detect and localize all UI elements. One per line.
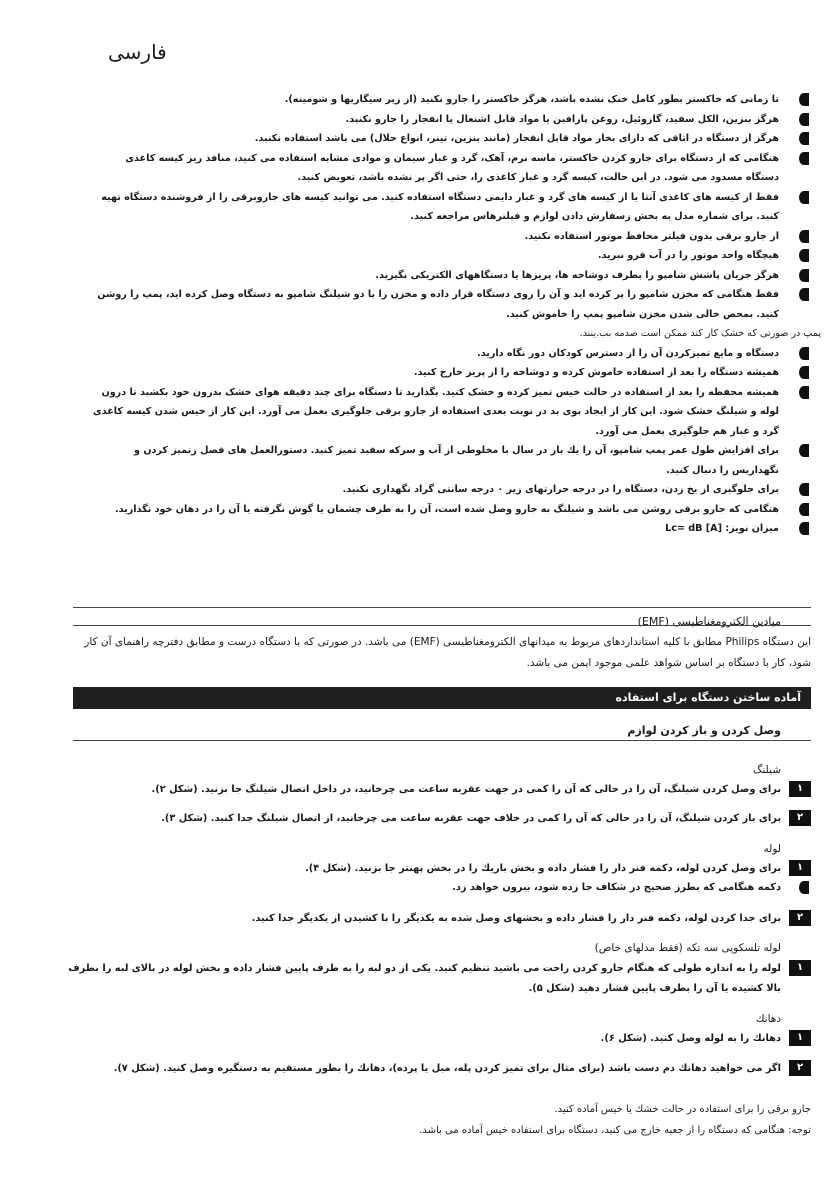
step-text: برای جدا کردن لوله، دکمه فنر دار را فشار داده و بخشهای وصل شده به یکدیگر را با کشیدن از یکدیگر جدا کنید. [251,913,781,924]
tube-bullet [51,878,811,898]
step-number: ۲ [789,1060,811,1076]
warning-text: هیچگاه واحد موتور را در آب فرو نبرید. [597,250,779,261]
step-text: برای وصل کردن شیلنگ، آن را در حالی که آن را کمی در جهت عقربه ساعت می چرخانید، در داخل اتصال شیلنگ جا بزنید. (شکل ۲). [151,784,781,795]
bullet-icon [799,191,809,204]
divider [73,607,811,608]
bullet-icon [799,444,809,457]
bullet-icon [799,347,809,360]
hose-step-1 [51,780,811,800]
tube-step-1 [51,859,811,879]
bullet-icon [799,93,809,106]
warning-text: فقط هنگامی که مخزن شامپو را پر کرده اید و آن را روی دستگاه قرار داده و مخزن را با دو شیلنگ شامپو به دستگاه وصل کرده اید، پمپ را روشن کنید. بمحض خالی شدن مخزن شامپو پمپ را خاموش کنید. [97,289,779,320]
warning-text: همیشه دستگاه را بعد از استفاده خاموش کرده و دوشاخه را از پریز خارج کنید. [413,367,779,378]
nozzle-step-1 [51,1029,811,1049]
warning-item [91,246,811,266]
telescopic-step-1 [51,959,811,999]
bullet-text: دکمه هنگامی که بطرز صحیح در شکاف جا زده شود، بیرون خواهد زد. [452,882,781,893]
warning-text: هنگامی که از دستگاه برای جارو کردن خاکستر، ماسه نرم، آهک، گرد و غبار سیمان و موادی مشابه استفاده می کنید، منافذ ریز کیسه کاغذی دستگاه مسدود می شود. در این حالت، کیسه گرد و غبار کاغذی را، حتی اگر پر نشده باشد، تعویض کنید. [125,152,779,183]
step-number: ۱ [789,781,811,797]
bullet-icon [799,249,809,262]
warning-text: تا زمانی که خاکستر بطور کامل خنک نشده باشد، هرگز خاکستر را جارو نکنید (از زیر سیگاریها و شومینه). [284,94,779,105]
warning-text: هرگز بنزین، الکل سفید، گازوئیل، روغن پارافین یا مواد قابل اشتعال یا انفجار را جارو نکنید. [345,113,779,125]
bullet-icon [799,230,809,243]
warning-text: فقط از کیسه های کاغذی آنتا یا از کیسه های گرد و غبار دایمی دستگاه استفاده کنید. می توانید کیسه های جاروبرقی را از فروشنده دستگاه تهیه کنید. برای شماره مدل به بخش زسفارش دادن لوازم و فیلترهاس مراجعه کنید. [101,191,779,222]
warning-item [91,129,811,149]
step-text: برای باز کردن شیلنگ، آن را در حالی که آن را کمی در خلاف جهت عقربه ساعت می چرخانید، از اتصال شیلنگ جدا کنید. (شکل ۳). [161,813,781,824]
warning-item [91,480,811,500]
warning-item [91,500,811,520]
divider [73,625,811,626]
warning-item [91,363,811,383]
warning-text: همیشه محفظه را بعد از استفاده در حالت خیس تمیز کرده و خشک کنید. بگذارید تا دستگاه برای چند دقیقه هوای خشک بدرون خود بکشید تا درون لوله و شیلنگ خشک شود. این کار از ایجاد بوی بد در نوبت بعدی استفاده از جارو برقی جلوگیری بعمل می آورد. این کار از خیس شدن کیسه کاغذی گرد و غبار هم جلوگیری بعمل می آورد. [92,386,779,437]
emf-title: میادین الکترومغناطیسی (EMF) [637,615,781,628]
bullet-icon [799,113,809,126]
warning-item [91,149,811,188]
pump-note: پمپ در صورتی که خشک کار کند ممکن است صدمه بب.ینند. [579,328,821,339]
tube-title: لوله [763,843,781,855]
step-text: برای وصل کردن لوله، دکمه فنر دار را فشار داده و بخش باریك را در بخش پهنتر جا بزنید. (شکل ۴). [305,863,781,874]
warnings-list [91,90,821,539]
warning-item [91,285,811,324]
nozzle-title: دهانك [755,1013,781,1025]
warning-text: برای افزایش طول عمر پمپ شامپو، آن را یك بار در سال با مخلوطی از آب و سرکه سفید تمیز کنید. دستورالعمل های فصل زتمیز کردن و نگهداریس را دنبال کنید. [134,445,779,476]
bullet-icon [799,483,809,496]
hose-title: شیلنگ [752,764,781,776]
bullet-icon [799,881,809,894]
warning-item [91,344,811,364]
warning-text: میزان نویز: Lc= dB [A] [665,523,779,534]
step-number: ۲ [789,810,811,826]
bullet-icon [799,366,809,379]
nozzle-note-2: توجه: هنگامی که دستگاه را از جعبه خارج می کنید، دستگاه برای استفاده خیس آماده می باشد. [419,1125,811,1136]
emf-text: این دستگاه Philips مطابق با کلیه استانداردهای مربوط به میدانهای الکترومغناطیسی (EMF) می باشد. در صورتی که با دستگاه درست و مطابق دفترچه راهنمای آن کار شود، کار با دستگاه بر اساس شواهد علمی موجود ایمن می باشد. [84,636,811,669]
hose-step-2 [51,809,811,829]
warning-item [91,441,811,480]
step-number: ۱ [789,1030,811,1046]
warning-text: از جارو برقی بدون فیلتر محافظ موتور استفاده نکنید. [524,230,779,242]
step-number: ۱ [789,860,811,876]
nozzle-step-2 [51,1059,811,1079]
bullet-icon [799,152,809,165]
divider [73,740,811,741]
nozzle-note-1: جارو برقی را برای استفاده در حالت خشك یا خیس آماده کنید. [554,1104,811,1115]
warning-item [91,90,811,110]
warning-item [91,227,811,247]
bullet-icon [799,386,809,399]
warning-text: هرگز از دستگاه در اتاقی که دارای بخار مواد قابل انفجار (مانند بنزین، تینر، انواع حلال) می باشد استفاده نکنید. [254,133,779,144]
bullet-icon [799,288,809,301]
warning-item [91,188,811,227]
tube-step-2 [51,909,811,929]
bullet-icon [799,503,809,516]
section-subtitle: وصل کردن و باز کردن لوازم [627,724,781,737]
bullet-icon [799,132,809,145]
step-number: ۲ [789,910,811,926]
warning-item [91,383,811,442]
warning-text: هنگامی که جارو برقی روشن می باشد و شیلنگ به جارو وصل شده است، آن را به طرف چشمان یا گوش نگرفته یا آن را در دهان خود نگذارید. [114,503,779,515]
step-text: اگر می خواهید دهانك دم دست باشد (برای مثال برای تمیز کردن پله، مبل یا پرده)، دهانك را بطور مستقیم به دستگیره وصل کنید. (شکل ۷). [113,1063,781,1074]
warning-item [91,519,811,539]
warning-item [91,266,811,286]
section-bar: آماده ساختن دستگاه برای استفاده [73,687,811,709]
step-text: دهانك را به لوله وصل کنید. (شکل ۶). [600,1033,781,1044]
step-text: لوله را به اندازه طولی که هنگام جارو کردن راحت می باشید تنظیم کنید. یکی از دو لبه را به طرف پایین فشار داده و بخش لوله در بالای لبه را بطرف بالا کشیده یا آن را بطرف پایین فشار دهید (شکل ۵). [68,963,781,994]
step-number: ۱ [789,960,811,976]
telescopic-title: لوله تلسکوپی سه تکه (فقط مدلهای خاص) [594,942,781,954]
bullet-icon [799,522,809,535]
language-title: فارسی [108,40,167,64]
warning-item [91,110,811,130]
warning-text: برای جلوگیری از یخ زدن، دستگاه را در درجه حرارتهای زیر ۰ درجه سانتی گراد نگهداری نکنید. [342,484,779,495]
warning-text: هرگز جریان پاشش شامپو را بطرف دوشاخه ها، پریزها یا دستگاههای الکتریکی نگیرید. [375,269,779,281]
bullet-icon [799,269,809,282]
warning-text: دستگاه و مایع تمیزکردن آن را از دسترس کودکان دور نگاه دارید. [477,347,779,359]
